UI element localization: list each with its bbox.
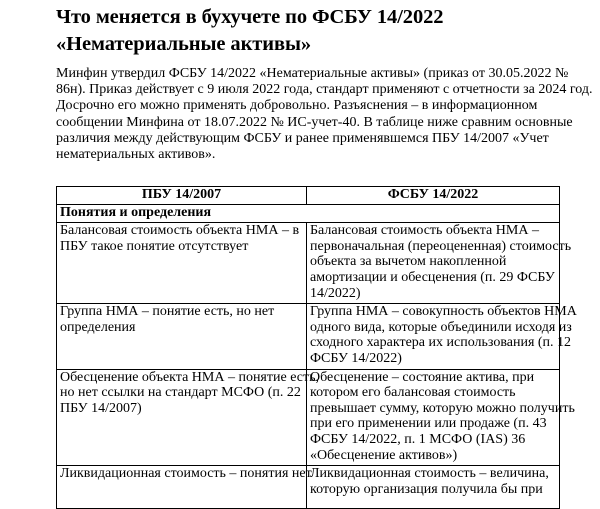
cell-pbu: [57, 369, 319, 466]
cell-line: одного вида, которые объединили исходя из: [310, 319, 572, 335]
table-header-row: [57, 187, 560, 205]
cell-pbu: [57, 223, 307, 304]
intro-line: нематериальных активов».: [56, 147, 216, 163]
intro-line: Минфин утвердил ФСБУ 14/2022 «Нематериальные активы» (приказ от 30.05.2022 №: [56, 66, 569, 81]
intro-paragraph: [56, 66, 593, 163]
cell-line: но нет ссылки на стандарт МСФО (п. 22: [60, 385, 301, 401]
title-line: Что меняется в бухучете по ФСБУ 14/2022: [56, 6, 444, 28]
cell-line: ПБУ 14/2007): [60, 400, 142, 416]
cell-line: сходного характера их использования (п. 12: [310, 335, 572, 351]
document-title: [56, 4, 576, 58]
intro-line: 86н). Приказ действует с 9 июля 2022 года, стандарт применяют с отчетности за 2024 год.: [56, 82, 593, 98]
cell-line: Группа НМА – понятие есть, но нет: [60, 304, 275, 320]
table-row: [57, 466, 560, 509]
cell-line: ФСБУ 14/2022): [310, 350, 402, 366]
cell-line: Ликвидационная стоимость – понятия нет: [60, 466, 312, 482]
cell-line: ПБУ такое понятие отсутствует: [60, 238, 249, 254]
intro-line: Досрочно его можно применять добровольно. Разъяснения – в информационном: [56, 98, 538, 114]
cell-fsbu: [307, 466, 560, 509]
title-line: «Нематериальные активы»: [56, 33, 312, 55]
table-section-row: [57, 204, 560, 223]
cell-line: Обесценение – состояние актива, при: [310, 369, 535, 385]
cell-line: «Обесценение активов»): [310, 447, 458, 463]
intro-line: сообщении Минфина от 18.07.2022 № ИС-учет-40. В таблице ниже сравним основные: [56, 114, 573, 130]
cell-line: определения: [60, 319, 136, 335]
table-row: [57, 304, 560, 369]
cell-line: при его применении или продаже (п. 43: [310, 416, 547, 432]
cell-line: которую организация получила бы при: [310, 481, 543, 497]
intro-line: различия между действующим ФСБУ и ранее применявшемся ПБУ 14/2007 «Учет: [56, 130, 549, 146]
cell-fsbu: [307, 304, 577, 369]
cell-line: амортизации и обесценения (п. 29 ФСБУ: [310, 269, 555, 285]
cell-pbu: [57, 466, 312, 509]
cell-line: Обесценение объекта НМА – понятие есть,: [60, 369, 319, 385]
cell-line: Балансовая стоимость объекта НМА – в: [60, 223, 300, 239]
cell-line: превышает сумму, которую можно получить: [310, 400, 575, 416]
cell-line: первоначальная (переоцененная) стоимость: [310, 238, 572, 254]
cell-line: Группа НМА – совокупность объектов НМА: [310, 304, 577, 320]
cell-line: объекта за вычетом накопленной: [310, 254, 507, 270]
cell-pbu: [57, 304, 307, 369]
table-row: [57, 223, 560, 304]
cell-line: Балансовая стоимость объекта НМА –: [310, 223, 539, 239]
cell-line: ФСБУ 14/2022, п. 1 МСФО (IAS) 36: [310, 431, 526, 447]
cell-line: 14/2022): [310, 285, 361, 301]
cell-line: Ликвидационная стоимость – величина,: [310, 466, 549, 482]
column-header-fsbu: ФСБУ 14/2022: [307, 187, 560, 205]
comparison-table: [56, 186, 577, 509]
column-header-pbu: ПБУ 14/2007: [57, 187, 307, 205]
cell-fsbu: [307, 369, 575, 466]
cell-fsbu: [307, 223, 572, 304]
section-heading: Понятия и определения: [57, 204, 560, 223]
table-row: [57, 369, 560, 466]
cell-line: котором его балансовая стоимость: [310, 385, 516, 401]
